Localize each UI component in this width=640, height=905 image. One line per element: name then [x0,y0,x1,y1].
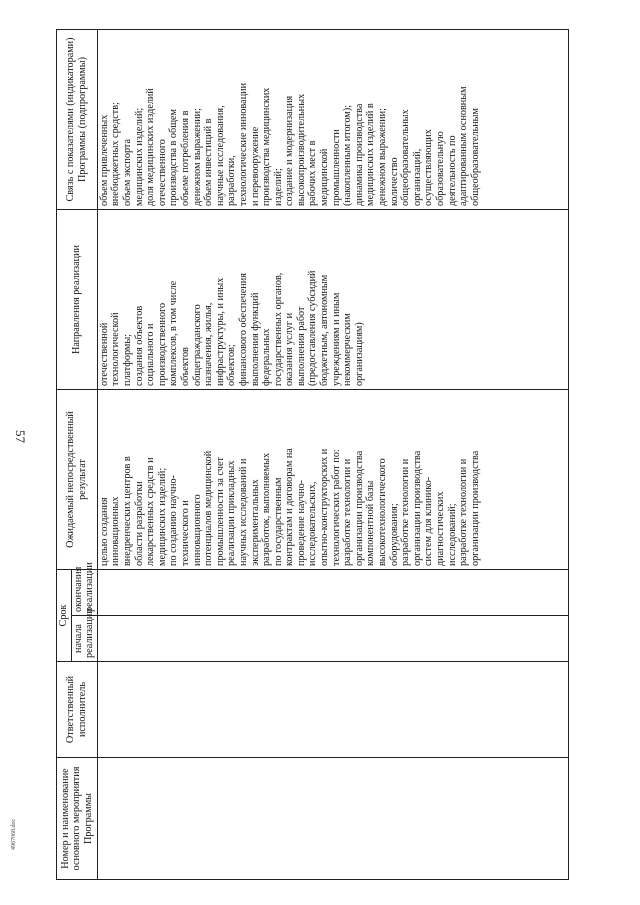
cell-text-line: медицинских изделий; [156,467,168,566]
cell-text-line: производства медицинских [261,87,273,206]
cell-text-line: технологические инновации [237,82,249,206]
cell-text-line: организациям) [353,322,365,386]
cell-text-line: медицинских изделий; [133,107,145,206]
cell-text-line: высокотехнологического [377,458,389,566]
cell-text-line: исследовательских, [307,481,319,566]
cell-text-line: бюджетным, автономным [319,274,331,386]
cell-text-line: по созданию научно- [168,475,180,566]
cell-text-line: объем привлеченных [98,114,110,206]
cell-text-line: экспериментальных [249,479,261,566]
cell-text-line: объектов; [226,344,238,386]
cell-text-line: (накопленным итогом); [342,104,354,206]
cell-text-line: комплексов, в том числе [168,280,180,386]
header-term-end: окончания реализации [71,570,97,616]
cell-text-line: целью создания [98,497,110,566]
cell-text-line: внедренческих центров в [121,456,133,566]
cell-text-line: деятельность по [446,135,458,206]
cell-text-line: денежном выражении; [191,108,203,206]
cell-text-line: изделий; [272,168,284,206]
cell-text-line: потенциалов медицинской [203,450,215,566]
cell-text-line: высокопроизводительных [295,93,307,206]
cell-text-line: медицинской [319,148,331,206]
cell-text-line: федеральных [261,328,273,386]
cell-text-line: доля медицинских изделий [145,88,157,206]
cell-text-line: общегражданского [191,304,203,386]
cell-text-line: социального и [145,323,157,386]
cell-text-line: рабочих мест в [307,140,319,206]
cell-text-line: организации производства [469,450,481,566]
cell-text-line: платформы; [121,333,133,386]
cell-text-line: адаптированным основным [458,86,470,206]
cell-text-line: технологических работ по: [330,449,342,566]
header-term-start: начала реализации [71,616,97,662]
cell-text-line: объектов [179,347,191,386]
cell-text-line: реализации прикладных [226,460,238,566]
cell-text-line: компонентной базы [365,480,377,566]
header-indicators-link: Связь с показателями (индикаторами) Программы (подпрограммы) [57,30,98,210]
cell-text-line: финансового обеспечения [237,273,249,386]
cell-text-line: производства в общем [168,108,180,206]
cell-text-line: оказания услуг и [284,312,296,386]
header-directions: Направления реализации [57,210,98,390]
cell-text-line: объем экспорта [121,139,133,206]
cell-text-line: разработке технологии и [342,458,354,566]
cell-text-line: диагностических [435,491,446,566]
cell-text-line: организации производства [353,450,365,566]
cell-text-line: разработок, выполняемых [261,452,273,566]
cell-text-line: и перевооружение [249,126,261,206]
cell-text-line: производственного [156,302,168,386]
cell-text-line: оборудования; [388,503,400,566]
cell-text-line: выполнения функций [249,292,261,386]
cell-text-line: медицинских изделий в [365,103,377,206]
cell-term-start [97,616,568,662]
cell-text-line: систем для клинико- [423,476,435,566]
document-table-wrapper [56,30,604,880]
cell-term-end [97,570,568,616]
cell-text-line: технического и [179,500,191,566]
cell-executor [97,662,568,758]
cell-text-line: назначения, жилья, [203,302,215,386]
cell-text-line: количество [388,157,400,206]
cell-text-line: разработке технологии и [400,458,412,566]
cell-program-activity [97,758,568,880]
cell-text-line: объеме потребления в [179,110,191,206]
cell-text-line: промышленности за счет [214,457,226,566]
cell-indicators-link [97,30,568,210]
cell-text-line: отечественного [156,139,168,206]
cell-text-line: научных исследований и [237,458,249,566]
cell-text-line: общеобразовательных [400,109,412,206]
cell-text-line: некоммерческим [342,313,354,386]
cell-text-line: промышленности [330,129,342,206]
cell-text-line: лекарственных средств и [145,457,157,566]
page-number: 57 [13,430,28,443]
cell-text-line: денежном выражении; [377,108,389,206]
cell-text-line: (предоставления субсидий [307,270,319,386]
cell-expected-result [97,390,568,570]
program-activities-table [56,29,569,880]
cell-text-line: внебюджетных средств; [110,102,122,206]
cell-text-line: разработке технологии и [458,458,470,566]
cell-text-line: организации производства [411,450,423,566]
cell-text-line: образовательную [435,131,446,206]
cell-text-line: технологической [110,312,122,386]
cell-text-line: создания объектов [133,305,145,386]
table-header-row [57,30,72,880]
table-row [97,30,568,880]
cell-text-line: отечественной [98,322,110,386]
cell-directions [97,210,568,390]
cell-text-line: разработки, [226,155,238,206]
cell-text-line: общеобразовательным [469,108,481,206]
cell-text-line: учреждениям и иным [330,292,342,386]
header-executor: Ответственный исполнитель [57,662,98,758]
cell-text-line: динамика производства [353,103,365,206]
cell-text-line: объем инвестиций в [203,118,215,206]
header-program-activity: Номер и наименование основного мероприятия Программы [57,758,98,880]
cell-text-line: инновационного [191,494,203,566]
header-expected-result: Ожидаемый непосредственный результат [57,390,98,570]
cell-text-line: области разработки [133,481,145,566]
cell-text-line: проведение научно- [295,479,307,566]
cell-text-line: осуществляющих [423,129,435,206]
cell-text-line: инфраструктуры, и иных [214,277,226,386]
document-file-id: 4967068.doc [11,818,17,850]
cell-text-line: инновационных [110,496,122,566]
cell-text-line: контрактам и договорам на [284,448,296,566]
cell-text-line: государственных органов, [272,272,284,386]
cell-text-line: создание и модернизация [284,95,296,206]
cell-text-line: выполнения работ [295,306,307,386]
cell-text-line: научные исследования, [214,105,226,206]
header-term: Срок [57,570,72,662]
cell-text-line: по государственным [272,477,284,566]
cell-text-line: организаций, [411,148,423,206]
cell-text-line: опытно-конструкторских и [319,448,331,566]
cell-text-line: исследований; [446,503,458,566]
